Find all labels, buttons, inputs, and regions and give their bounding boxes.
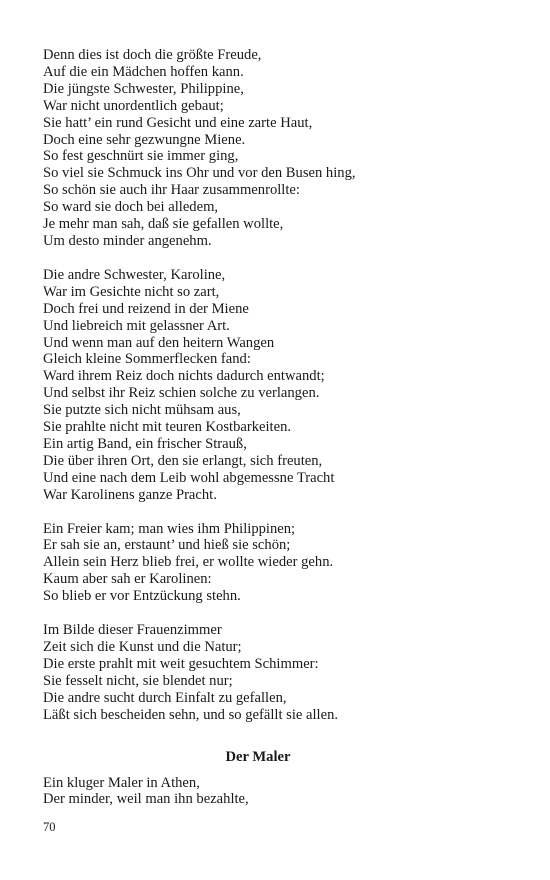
verse-line: Und selbst ihr Reiz schien solche zu verlangen. [43, 385, 320, 402]
verse-line: Je mehr man sah, daß sie gefallen wollte, [43, 216, 284, 233]
verse-line: Läßt sich bescheiden sehn, und so gefällt sie allen. [43, 706, 339, 723]
verse-line: So viel sie Schmuck ins Ohr und vor den Busen hing, [43, 165, 356, 182]
page-body [43, 47, 513, 808]
verse-line: Um desto minder angenehm. [43, 232, 212, 249]
verse-line: Auf die ein Mädchen hoffen kann. [43, 63, 244, 80]
verse-line: So fest geschnürt sie immer ging, [43, 148, 239, 165]
verse-line: Und liebreich mit gelassner Art. [43, 317, 230, 334]
verse-line: Kaum aber sah er Karolinen: [43, 571, 212, 588]
verse-line: Die über ihren Ort, den sie erlangt, sich freuten, [43, 452, 323, 469]
stanza [43, 521, 513, 606]
stanza [43, 267, 513, 504]
verse-line: Sie fesselt nicht, sie blendet nur; [43, 672, 233, 689]
verse-line: Er sah sie an, erstaunt’ und hieß sie schön; [43, 537, 291, 554]
verse-line: Gleich kleine Sommerflecken fand: [43, 351, 251, 368]
verse-line: Die andre Schwester, Karoline, [43, 266, 226, 283]
verse-line: So ward sie doch bei alledem, [43, 199, 219, 216]
page-number: 70 [43, 820, 56, 834]
verse-line: Sie prahlte nicht mit teuren Kostbarkeiten. [43, 419, 292, 436]
verse-line: Die andre sucht durch Einfalt zu gefallen, [43, 689, 287, 706]
verse-line: Sie hatt’ ein rund Gesicht und eine zarte Haut, [43, 114, 313, 131]
verse-line: Im Bilde dieser Frauenzimmer [43, 622, 222, 639]
poem-title: Der Maler [225, 748, 291, 765]
verse-line: Zeit sich die Kunst und die Natur; [43, 639, 242, 655]
verse-line: War im Gesichte nicht so zart, [43, 283, 220, 300]
stanza [43, 47, 513, 250]
verse-line: Und eine nach dem Leib wohl abgemessne Tracht [43, 469, 335, 486]
stanza [43, 622, 513, 723]
verse-line: So blieb er vor Entzückung stehn. [43, 588, 241, 605]
verse-line: Ein artig Band, ein frischer Strauß, [43, 435, 247, 452]
verse-line: Die jüngste Schwester, Philippine, [43, 80, 244, 97]
verse-line: Sie putzte sich nicht mühsam aus, [43, 402, 241, 419]
verse-line: Denn dies ist doch die größte Freude, [43, 47, 262, 63]
poem-stanzas [43, 47, 513, 724]
next-poem-lines [43, 775, 513, 809]
verse-line: Doch frei und reizend in der Miene [43, 300, 249, 317]
verse-line: Ein kluger Maler in Athen, [43, 774, 200, 791]
verse-line: Und wenn man auf den heitern Wangen [43, 334, 275, 351]
verse-line: War nicht unordentlich gebaut; [43, 97, 224, 114]
verse-line: Der minder, weil man ihn bezahlte, [43, 791, 249, 808]
verse-line: So schön sie auch ihr Haar zusammenrollte: [43, 182, 300, 199]
verse-line: Doch eine sehr gezwungne Miene. [43, 131, 246, 148]
verse-line: Ward ihrem Reiz doch nichts dadurch entwandt; [43, 368, 325, 385]
verse-line: War Karolinens ganze Pracht. [43, 486, 217, 503]
verse-line: Ein Freier kam; man wies ihm Philippinen; [43, 520, 296, 537]
verse-line: Die erste prahlt mit weit gesuchtem Schimmer: [43, 655, 319, 672]
verse-line: Allein sein Herz blieb frei, er wollte wieder gehn. [43, 554, 334, 571]
